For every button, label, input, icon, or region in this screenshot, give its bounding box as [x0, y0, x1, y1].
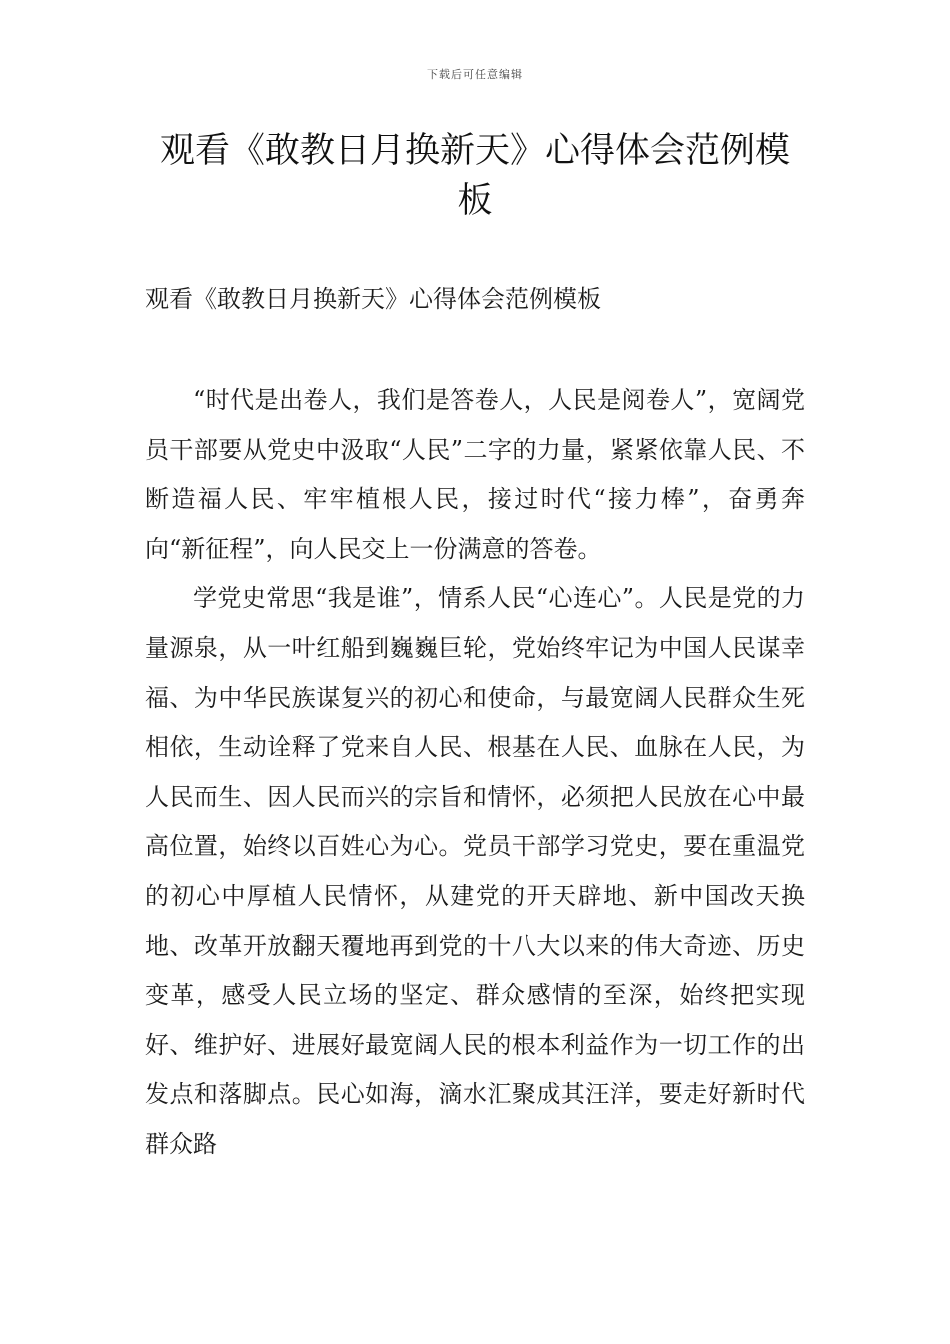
document-subtitle: 观看《敢教日月换新天》心得体会范例模板 [145, 285, 601, 313]
document-body [145, 376, 805, 1170]
paragraph-2: 学党史常思“我是谁”，情系人民“心连心”。人民是党的力量源泉，从一叶红船到巍巍巨轮，党始终牢记为中国人民谋幸福、为中华民族谋复兴的初心和使命，与最宽阔人民群众生死相依，生动诠释了党来自人民、根基在人民、血脉在人民，为人民而生、因人民而兴的宗旨和情怀，必须把人民放在心中最高位置，始终以百姓心为心。党员干部学习党史，要在重温党的初心中厚植人民情怀，从建党的开天辟地、新中国改天换地、改革开放翻天覆地再到党的十八大以来的伟大奇迹、历史变革，感受人民立场的坚定、群众感情的至深，始终把实现好、维护好、进展好最宽阔人民的根本利益作为一切工作的出发点和落脚点。民心如海，滴水汇聚成其汪洋，要走好新时代群众路 [145, 584, 805, 1158]
header-note: 下载后可任意编辑 [427, 68, 523, 81]
document-title: 观看《敢教日月换新天》心得体会范例模板 [159, 131, 790, 221]
paragraph-1: “时代是出卷人，我们是答卷人，人民是阅卷人”，宽阔党员干部要从党史中汲取“人民”二字的力量，紧紧依靠人民、不断造福人民、牢牢植根人民，接过时代“接力棒”，奋勇奔向“新征程”，向人民交上一份满意的答卷。 [145, 386, 805, 563]
